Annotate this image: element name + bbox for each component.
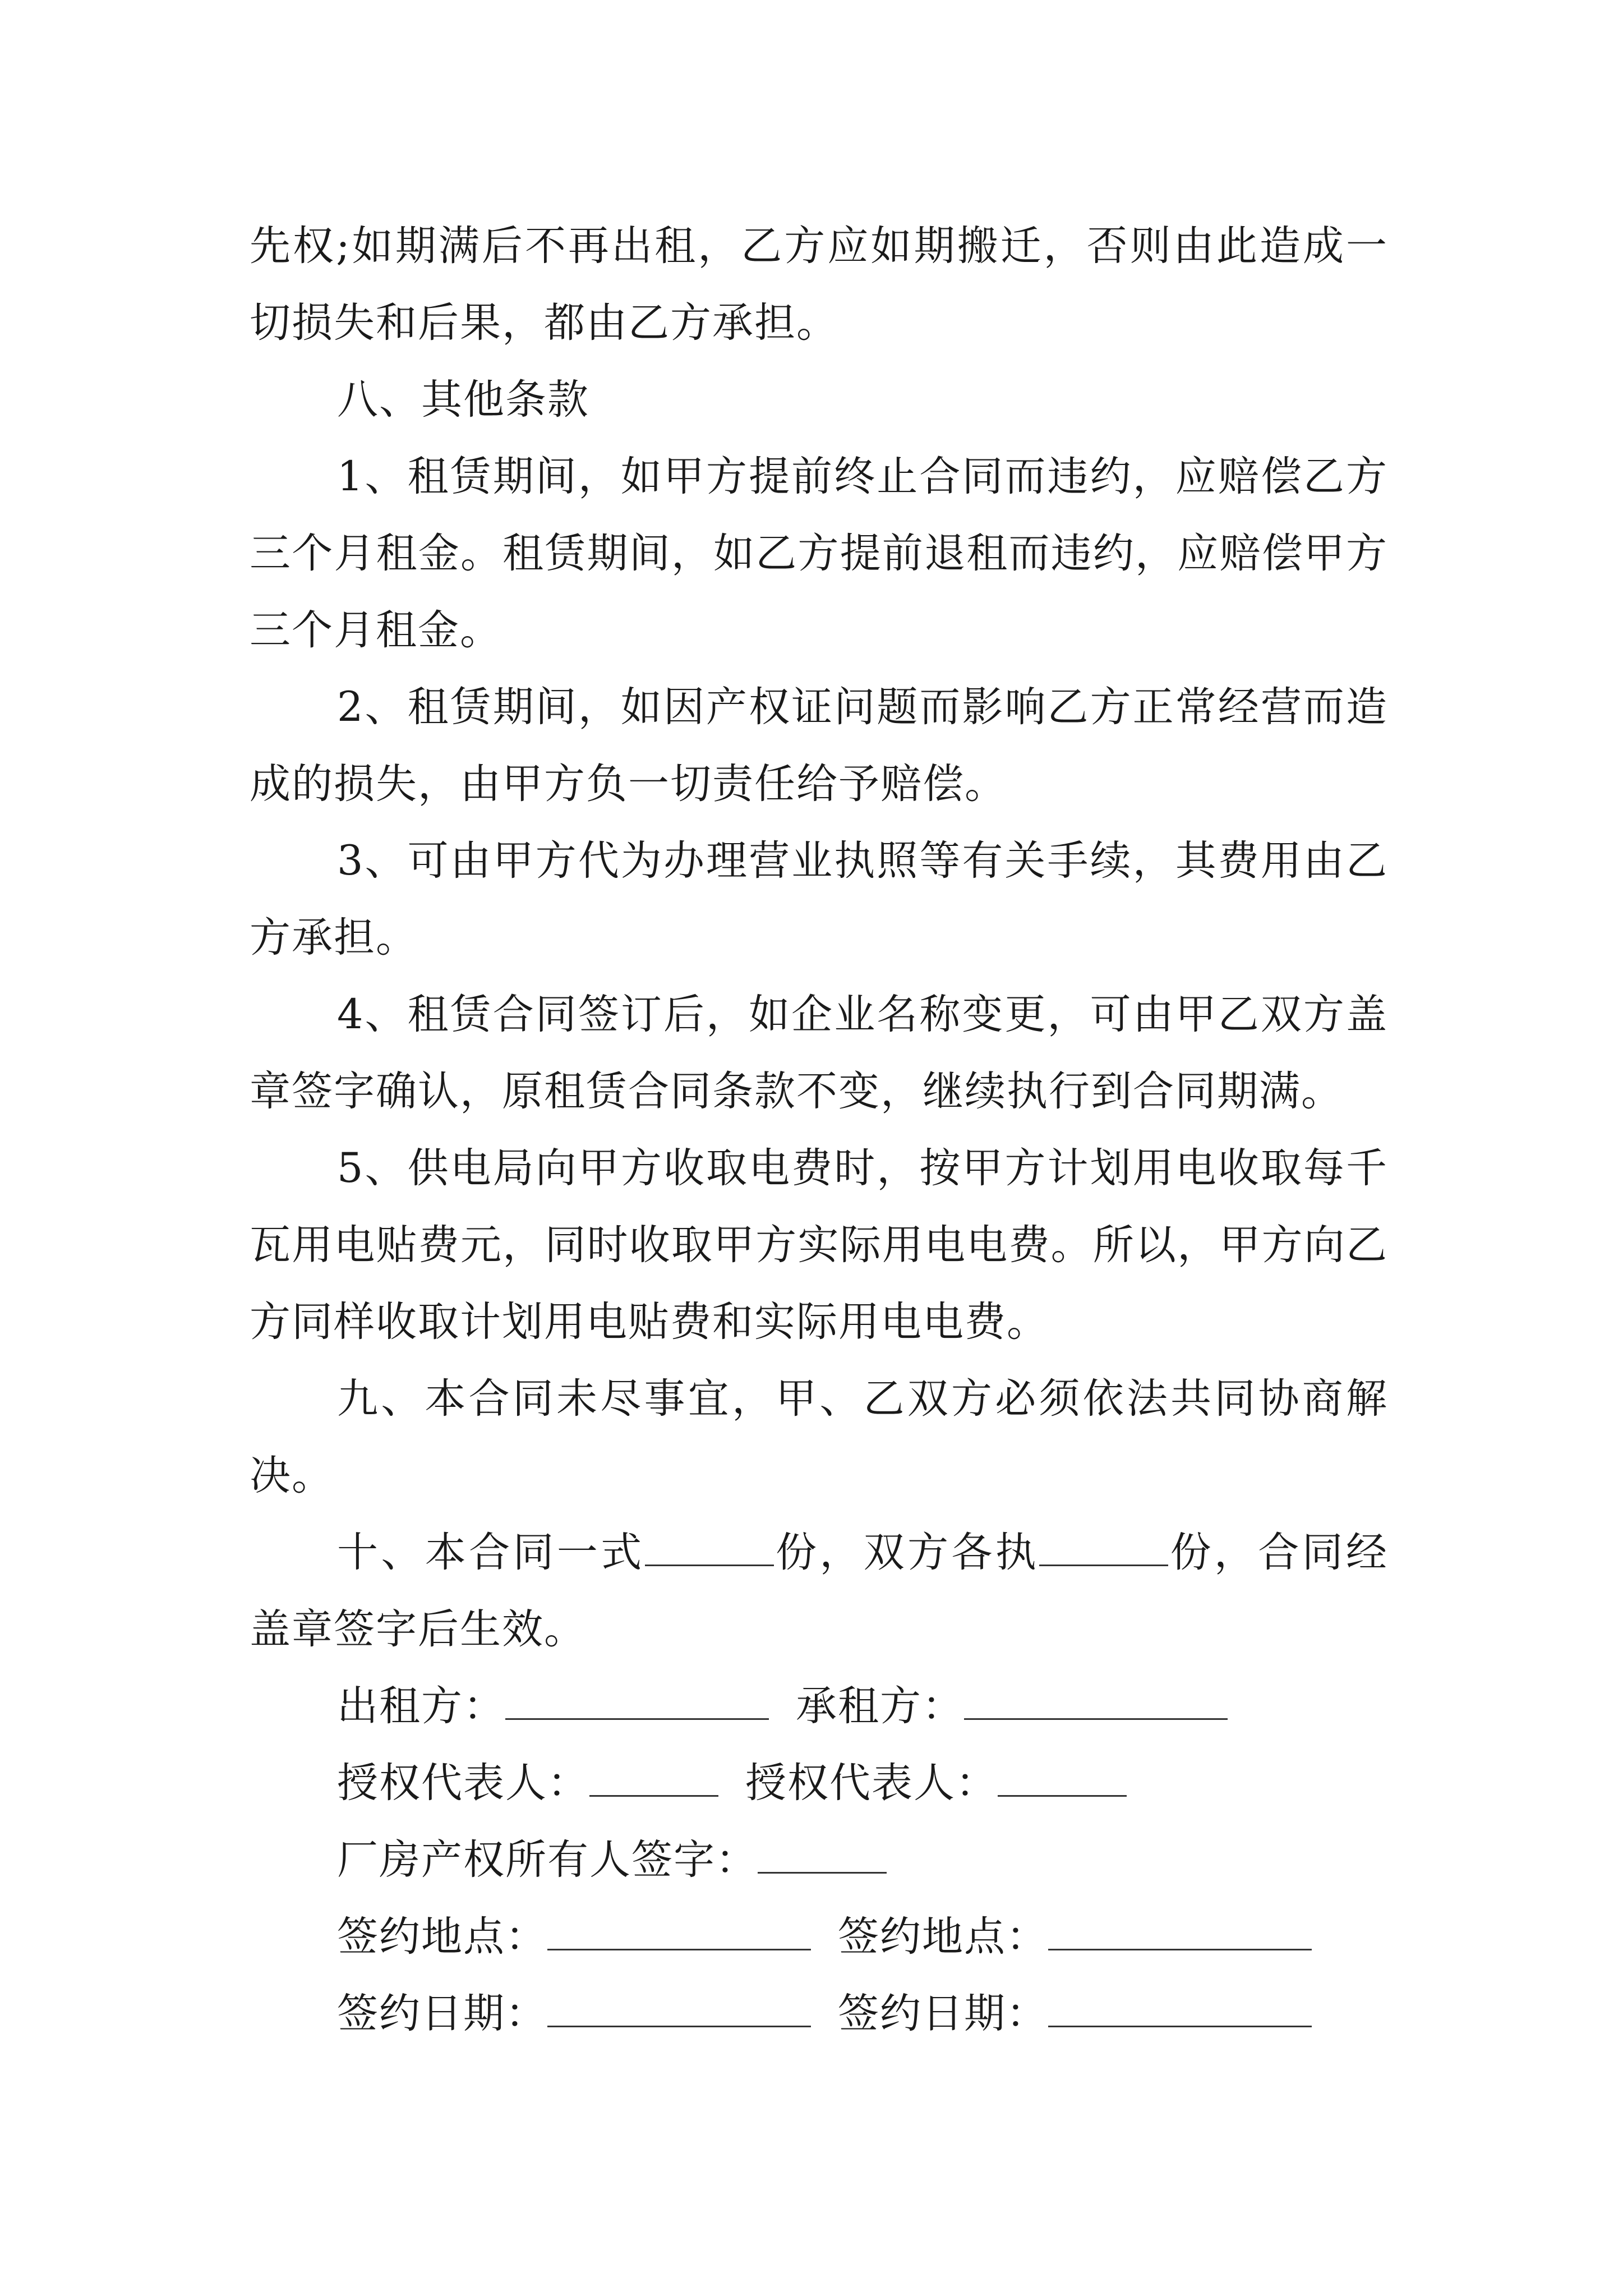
lessor-label: 出租方： (337, 1682, 505, 1730)
signature-line-owner (250, 1821, 1388, 1898)
lessee-label: 承租方： (796, 1682, 964, 1730)
paragraph-continuation: 先权;如期满后不再出租，乙方应如期搬迁，否则由此造成一切损失和后果，都由乙方承担。 (250, 222, 1388, 347)
section-heading-eight: 八、其他条款 (337, 376, 589, 424)
clause-5: 5、供电局向甲方收取电费时，按甲方计划用电收取每千瓦用电贴费元，同时收取甲方实际用电电费。所以，甲方向乙方同样收取计划用电贴费和实际用电电费。 (250, 1144, 1388, 1346)
date-label-lessee: 签约日期： (838, 1990, 1048, 2037)
section-ten-part2: 份，双方各执 (773, 1529, 1040, 1576)
section-nine: 九、本合同未尽事宜，甲、乙双方必须依法共同协商解决。 (250, 1375, 1388, 1499)
lessee-blank (964, 1685, 1228, 1720)
rep-label-lessor: 授权代表人： (337, 1759, 589, 1807)
place-label-lessee: 签约地点： (838, 1913, 1048, 1961)
clause-3: 3、可由甲方代为办理营业执照等有关手续，其费用由乙方承担。 (250, 837, 1388, 961)
copies-total-blank (645, 1531, 774, 1566)
place-blank-lessee (1048, 1915, 1312, 1950)
signature-line-representatives (250, 1745, 1388, 1821)
clause-1: 1、租赁期间，如甲方提前终止合同而违约，应赔偿乙方三个月租金。租赁期间，如乙方提前退租而违约，应赔偿甲方三个月租金。 (250, 453, 1388, 654)
signature-line-date (250, 1975, 1388, 2052)
date-blank-lessor (547, 1992, 811, 2027)
copies-each-blank (1039, 1531, 1168, 1566)
rep-label-lessee: 授权代表人： (745, 1759, 998, 1807)
section-ten-part1: 十、本合同一式 (337, 1529, 645, 1576)
signature-line-place (250, 1898, 1388, 1975)
section-ten-part3: 份，合同经盖章签字后生效。 (250, 1529, 1389, 1653)
clause-4: 4、租赁合同签订后，如企业名称变更，可由甲乙双方盖章签字确认，原租赁合同条款不变，继续执行到合同期满。 (250, 991, 1388, 1115)
owner-label: 厂房产权所有人签字： (337, 1836, 758, 1884)
place-label-lessor: 签约地点： (337, 1913, 547, 1961)
signature-line-parties (250, 1668, 1388, 1745)
section-ten (250, 1514, 1388, 1668)
date-label-lessor: 签约日期： (337, 1990, 547, 2037)
rep-blank-lessee (998, 1761, 1127, 1797)
rep-blank-lessor (589, 1761, 718, 1797)
contract-body (250, 208, 1388, 2052)
clause-2: 2、租赁期间，如因产权证问题而影响乙方正常经营而造成的损失，由甲方负一切责任给予赔偿。 (250, 683, 1388, 808)
lessor-blank (505, 1685, 769, 1720)
date-blank-lessee (1048, 1992, 1312, 2027)
owner-blank (758, 1838, 887, 1874)
place-blank-lessor (547, 1915, 811, 1950)
